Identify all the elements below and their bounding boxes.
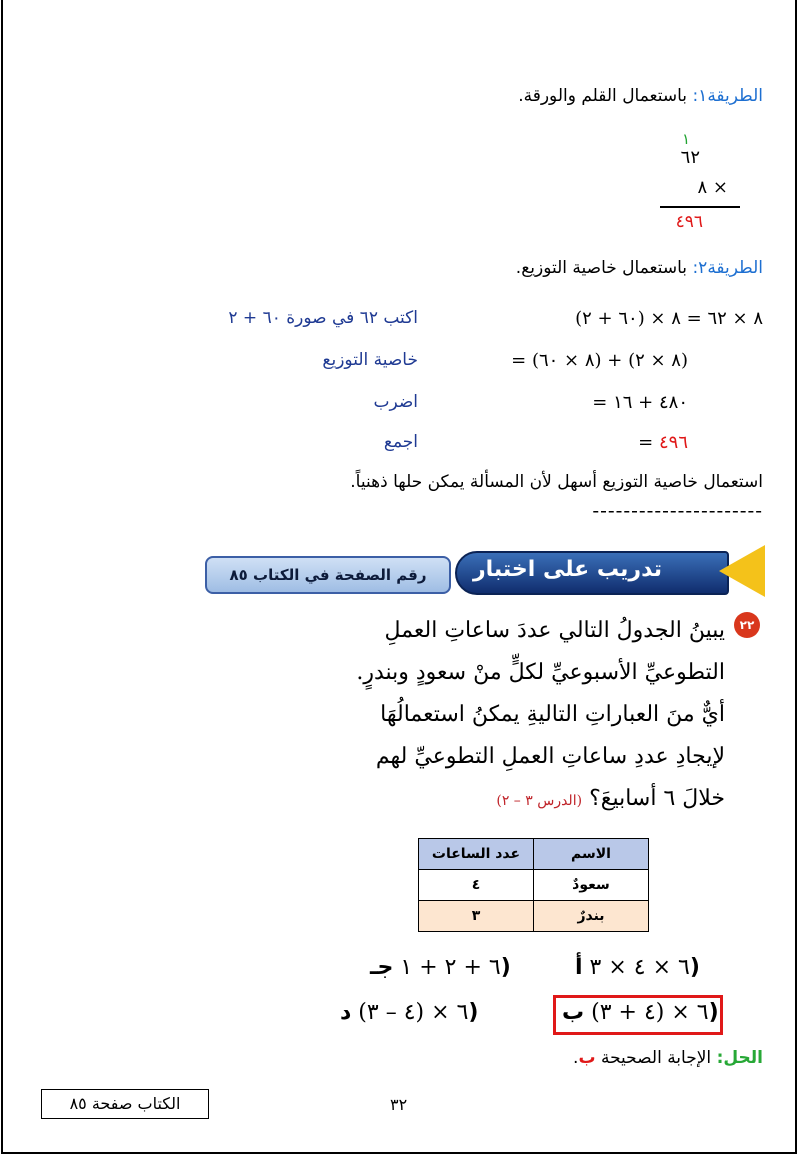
method1-line	[518, 86, 763, 106]
solution-label: الحل:	[716, 1048, 763, 1068]
option-d-letter: د)	[340, 1000, 479, 1025]
step-equation-3: = ٤٨٠ + ١٦	[592, 392, 688, 413]
carry-digit: ١	[681, 130, 690, 148]
option-d-expr: ٦ × (٤ – ٣)	[358, 1000, 469, 1025]
banner-arrow-icon	[719, 545, 765, 597]
step-equation-1: ٨ × ٦٢ = ٨ × (٦٠ + ٢)	[575, 308, 763, 329]
solution-text: الإجابة الصحيحة	[595, 1048, 717, 1068]
method2-line	[516, 258, 763, 278]
step-equation-2: = (٨ × ٦٠) + (٨ × ٢)	[511, 350, 688, 371]
multiplicand: ٦٢	[680, 147, 700, 168]
method2-label: الطريقة٢:	[692, 258, 763, 278]
step-equation-4	[638, 432, 688, 453]
cell-name: سعودٌ	[534, 870, 649, 901]
cell-hours: ٤	[419, 870, 534, 901]
option-d[interactable]	[340, 1000, 478, 1025]
question-line-4: لإيجادِ عددِ ساعاتِ العملِ التطوعيِّ لهم	[375, 744, 725, 769]
step-note-2: خاصية التوزيع	[322, 350, 418, 370]
option-c-letter: جـ)	[370, 955, 511, 980]
step-equation-4-prefix: =	[638, 432, 659, 453]
step-note-3: اضرب	[373, 392, 418, 412]
book-page-reference: الكتاب صفحة ٨٥	[41, 1089, 209, 1119]
question-line-5-text: خلالَ ٦ أسابيعَ؟	[589, 786, 725, 811]
product: ٤٩٦	[675, 212, 703, 232]
cell-name: بندرٌ	[534, 901, 649, 932]
cell-hours: ٣	[419, 901, 534, 932]
option-a-expr: ٦ × ٤ × ٣	[589, 955, 690, 980]
solution-line	[573, 1048, 763, 1068]
multiplier: ٨ ×	[697, 177, 728, 198]
table-header-row	[419, 839, 649, 870]
option-b[interactable]	[562, 1000, 719, 1025]
hours-table	[418, 838, 649, 932]
method2-text: باستعمال خاصية التوزيع.	[515, 258, 693, 278]
header-name: الاسم	[534, 839, 649, 870]
header-hours: عدد الساعات	[419, 839, 534, 870]
option-b-expr: ٦ × (٤ + ٣)	[591, 1000, 709, 1025]
lesson-reference: (الدرس ٣ – ٢)	[496, 793, 583, 809]
question-line-1: يبينُ الجدولُ التالي عددَ ساعاتِ العملِ	[384, 618, 725, 643]
method1-text: باستعمال القلم والورقة.	[518, 86, 693, 106]
solution-end: .	[573, 1048, 579, 1068]
option-a-letter: أ)	[575, 955, 700, 980]
step-note-4: اجمع	[383, 432, 418, 452]
table-row	[419, 870, 649, 901]
question-line-5	[496, 786, 725, 811]
option-a[interactable]	[575, 955, 700, 980]
question-line-3: أيٌّ منَ العباراتِ التاليةِ يمكنُ استعمالُهَا	[380, 702, 725, 727]
summary-text: استعمال خاصية التوزيع أسهل لأن المسألة يمكن حلها ذهنياً.	[350, 472, 763, 492]
table-row	[419, 901, 649, 932]
page-number: ٣٢	[390, 1095, 408, 1114]
option-c[interactable]	[370, 955, 511, 980]
page-reference: رقم الصفحة في الكتاب ٨٥	[205, 556, 451, 594]
method1-label: الطريقة١:	[692, 86, 763, 106]
question-number-badge: ٢٢	[734, 612, 760, 638]
step-equation-4-result: ٤٩٦	[658, 432, 688, 453]
solution-answer: ب	[578, 1048, 596, 1068]
option-b-letter: ب)	[562, 1000, 719, 1025]
banner-title: تدريب على اختبار	[473, 557, 663, 582]
step-note-1: اكتب ٦٢ في صورة ٦٠ + ٢	[228, 308, 418, 328]
separator-dashes: ----------------------	[592, 498, 763, 522]
practice-banner	[455, 545, 765, 597]
question-line-2: التطوعيِّ الأسبوعيِّ لكلٍّ منْ سعودٍ وبندرٍ.	[356, 660, 725, 685]
multiplication-line	[660, 206, 740, 208]
option-c-expr: ٦ + ٢ + ١	[400, 955, 501, 980]
